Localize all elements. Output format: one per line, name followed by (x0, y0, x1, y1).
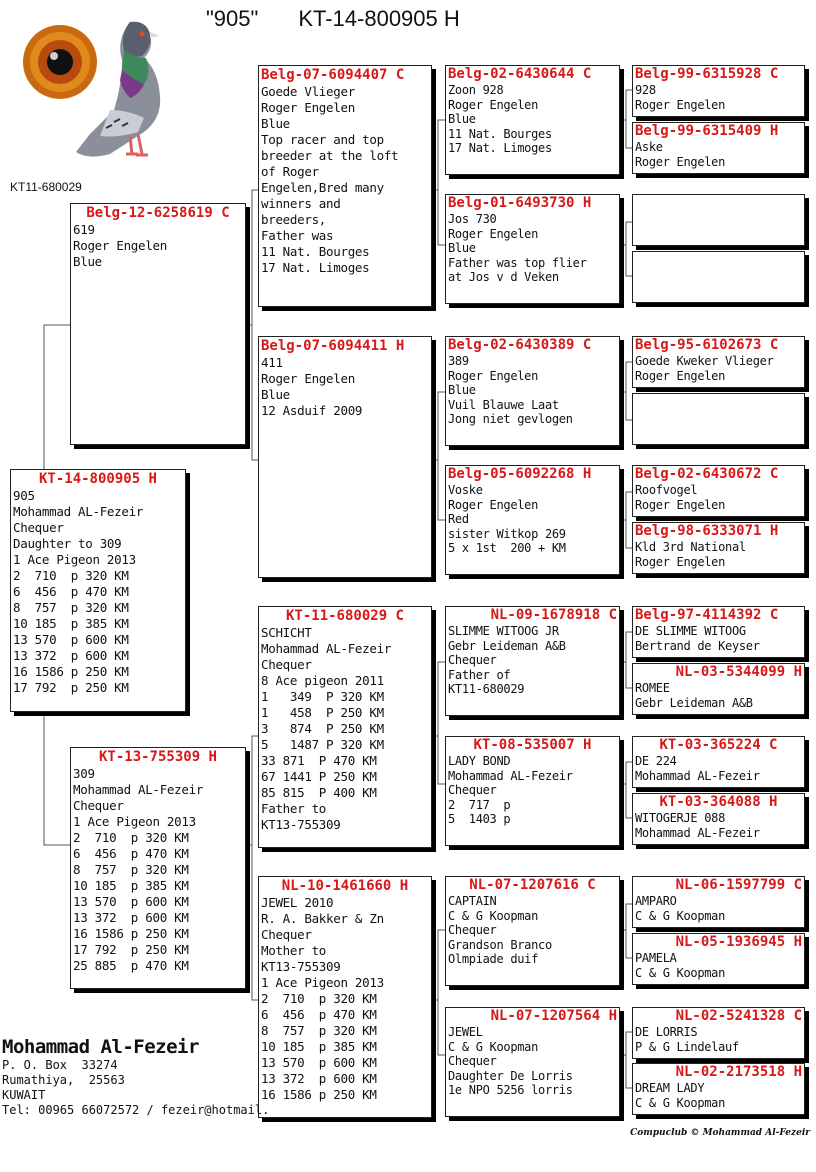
dam-dam-line: 1 Ace Pigeon 2013 (261, 975, 384, 990)
gen4-line: Roofvogel (635, 483, 698, 497)
gen4-line: DE SLIMME WITOOG (635, 624, 746, 638)
gen3-line: Zoon 928 (448, 83, 504, 97)
sire-sire-line: of Roger (261, 164, 319, 179)
gen3-ring: Belg-02-6430644 C (448, 66, 592, 82)
gen3-line: Olmpiade duif (448, 952, 539, 966)
dam-line: 17 792 p 250 KM (73, 942, 189, 957)
gen4-ring: NL-03-5344099 H (675, 664, 802, 680)
subject-pigeon-card[interactable] (10, 469, 186, 712)
dam-line: 10 185 p 385 KM (73, 878, 189, 893)
gen3-line: 11 Nat. Bourges (448, 126, 552, 141)
dam-dam-line: 10 185 p 385 KM (261, 1039, 377, 1054)
sire-line: Blue (73, 254, 102, 269)
sire-ring: Belg-12-6258619 C (86, 205, 230, 221)
gen4-ring: NL-05-1936945 H (675, 934, 802, 950)
footer-credit: Compuclub © Mohammad Al-Fezeir (630, 1128, 810, 1138)
gen3-ring: NL-07-1207616 C (469, 877, 596, 893)
subject-line: Chequer (13, 520, 64, 535)
owner-name: Mohammad Al-Fezeir (2, 1036, 199, 1058)
gen4-ring: Belg-98-6333071 H (635, 523, 779, 539)
subject-line: 6 456 p 470 KM (13, 584, 129, 599)
page-title (206, 6, 460, 32)
gen4-ring: NL-02-2173518 H (675, 1064, 802, 1080)
gen4-line: DE 224 (635, 754, 677, 768)
dam-sire-line: 1 458 P 250 KM (261, 705, 384, 720)
dam-line: 1 Ace Pigeon 2013 (73, 814, 196, 829)
dam-line: 2 710 p 320 KM (73, 830, 189, 845)
sire-sire-line: breeders, (261, 212, 327, 227)
gen3-line: Roger Engelen (448, 368, 539, 383)
gen4-ring: Belg-02-6430672 C (635, 466, 779, 482)
dam-sire-line: Chequer (261, 657, 312, 672)
dam-dam-line: 13 372 p 600 KM (261, 1071, 377, 1086)
sire-sire-line: Roger Engelen (261, 100, 355, 115)
gen4-line: Roger Engelen (635, 97, 726, 112)
logo-pigeon-eye-icon (18, 14, 168, 164)
gen4-card-empty[interactable] (632, 251, 805, 303)
dam-line: 13 372 p 600 KM (73, 910, 189, 925)
dam-sire-card[interactable] (258, 606, 432, 848)
gen4-card[interactable] (632, 522, 805, 574)
owner-address-line: P. O. Box 33274 (2, 1058, 118, 1072)
sire-line: Roger Engelen (73, 238, 167, 253)
gen3-line: 5 1403 p (448, 812, 511, 826)
gen3-line: Voske (448, 483, 483, 497)
dam-line: 13 570 p 600 KM (73, 894, 189, 909)
dam-dam-line: 13 570 p 600 KM (261, 1055, 377, 1070)
dam-line: 16 1586 p 250 KM (73, 926, 189, 941)
gen4-card-empty[interactable] (632, 194, 805, 246)
dam-dam-line: Chequer (261, 927, 312, 942)
gen3-line: SLIMME WITOOG JR (448, 624, 559, 638)
gen3-line: Blue (448, 112, 476, 126)
sire-sire-line: 17 Nat. Limoges (261, 260, 370, 275)
sire-sire-line: breeder at the loft (261, 148, 399, 163)
gen3-line: Grandson Branco (448, 937, 552, 952)
subject-line: 16 1586 p 250 KM (13, 664, 129, 679)
sire-sire-line: Goede Vlieger (261, 84, 355, 99)
gen4-card[interactable] (632, 606, 805, 658)
subject-line: 13 372 p 600 KM (13, 648, 129, 663)
gen4-ring: Belg-95-6102673 C (635, 337, 779, 353)
pigeon-name: "905" (206, 6, 259, 31)
gen4-line: P & G Lindelauf (635, 1039, 739, 1054)
gen3-line: Red (448, 512, 469, 526)
subject-ring: KT-14-800905 H (38, 471, 157, 487)
gen4-line: Aske (635, 140, 663, 154)
dam-dam-card[interactable] (258, 876, 432, 1118)
gen4-line: Goede Kweker Vlieger (635, 354, 774, 368)
gen3-line: Chequer (448, 923, 497, 937)
sire-dam-line: Roger Engelen (261, 371, 355, 386)
gen4-line: Roger Engelen (635, 154, 726, 169)
gen4-card[interactable] (632, 65, 805, 117)
gen4-line: Roger Engelen (635, 368, 726, 383)
gen3-card[interactable] (445, 876, 620, 986)
gen4-ring: KT-03-364088 H (659, 794, 778, 810)
gen3-line: Roger Engelen (448, 497, 539, 512)
gen3-line: Vuil Blauwe Laat (448, 397, 559, 412)
dam-line: Chequer (73, 798, 124, 813)
dam-line: 6 456 p 470 KM (73, 846, 189, 861)
gen3-ring: Belg-05-6092268 H (448, 466, 592, 482)
sire-sire-ring: Belg-07-6094407 C (261, 67, 405, 83)
gen3-line: Blue (448, 383, 476, 397)
subject-line: 13 570 p 600 KM (13, 632, 129, 647)
gen3-line: CAPTAIN (448, 894, 497, 908)
subject-line: 10 185 p 385 KM (13, 616, 129, 631)
gen4-card[interactable] (632, 736, 805, 788)
gen3-card[interactable] (445, 336, 620, 446)
gen3-card[interactable] (445, 606, 620, 716)
gen3-line: KT11-680029 (448, 682, 525, 696)
gen4-card[interactable] (632, 1063, 805, 1115)
gen4-line: PAMELA (635, 951, 677, 965)
dam-dam-line: Mother to (261, 943, 327, 958)
gen4-ring: Belg-99-6315409 H (635, 123, 779, 139)
subject-line: 8 757 p 320 KM (13, 600, 129, 615)
gen3-line: 2 717 p (448, 797, 511, 812)
dam-line: 309 (73, 766, 95, 781)
dam-line: Mohammad AL-Fezeir (73, 782, 204, 797)
dam-dam-line: JEWEL 2010 (261, 895, 334, 910)
gen3-line: Blue (448, 241, 476, 255)
subject-line: 905 (13, 488, 35, 503)
sire-dam-line: 12 Asduif 2009 (261, 403, 363, 418)
sire-sire-line: Father was (261, 228, 334, 243)
owner-contact-line: Tel: 00965 66072572 / fezeir@hotmail. (2, 1103, 270, 1117)
gen3-line: Daughter De Lorris (448, 1068, 573, 1083)
sire-dam-line: 411 (261, 355, 283, 370)
gen4-ring: NL-06-1597799 C (675, 877, 802, 893)
owner-address-line: Rumathiya, 25563 (2, 1073, 125, 1087)
sire-dam-line: Blue (261, 387, 290, 402)
gen3-line: 5 x 1st 200 + KM (448, 541, 566, 555)
gen4-card-empty[interactable] (632, 393, 805, 445)
gen3-line: JEWEL (448, 1025, 483, 1039)
gen4-line: Roger Engelen (635, 554, 726, 569)
gen3-ring: Belg-02-6430389 C (448, 337, 592, 353)
subject-line: Mohammad AL-Fezeir (13, 504, 144, 519)
sire-sire-line: 11 Nat. Bourges (261, 244, 370, 259)
gen3-card[interactable] (445, 194, 620, 304)
gen3-line: 17 Nat. Limoges (448, 141, 552, 155)
gen3-line: Roger Engelen (448, 226, 539, 241)
dam-sire-line: 3 874 P 250 KM (261, 721, 384, 736)
gen3-line: Chequer (448, 1054, 497, 1068)
dam-sire-line: 33 871 P 470 KM (261, 753, 377, 768)
dam-sire-line: 67 1441 P 250 KM (261, 769, 377, 784)
dam-sire-ring: KT-11-680029 C (285, 608, 404, 624)
sire-line: 619 (73, 222, 95, 237)
subject-line: 2 710 p 320 KM (13, 568, 129, 583)
gen3-line: Gebr Leideman A&B (448, 638, 566, 653)
gen4-card[interactable] (632, 336, 805, 388)
gen4-ring: KT-03-365224 C (659, 737, 778, 753)
sire-sire-line: Engelen,Bred many (261, 180, 384, 195)
gen3-ring: NL-09-1678918 C (490, 607, 617, 623)
gen4-line: WITOGERJE 088 (635, 811, 726, 825)
dam-card[interactable] (70, 747, 246, 989)
gen4-line: ROMEE (635, 681, 670, 695)
gen3-line: 1e NPO 5256 lorris (448, 1083, 573, 1097)
gen3-line: Father of (448, 667, 511, 682)
gen3-line: C & G Koopman (448, 908, 539, 923)
gen4-line: 928 (635, 83, 656, 97)
pigeon-ring: KT-14-800905 H (298, 6, 460, 31)
gen3-line: C & G Koopman (448, 1039, 539, 1054)
gen3-line: Jong niet gevlogen (448, 412, 573, 426)
gen4-ring: NL-02-5241328 C (675, 1008, 802, 1024)
gen4-line: Kld 3rd National (635, 540, 746, 554)
gen4-line: C & G Koopman (635, 1095, 726, 1110)
gen4-card[interactable] (632, 122, 805, 174)
gen4-line: Roger Engelen (635, 497, 726, 512)
dam-dam-line: 6 456 p 470 KM (261, 1007, 377, 1022)
gen3-line: Chequer (448, 783, 497, 797)
gen3-line: 389 (448, 354, 469, 368)
dam-sire-line: KT13-755309 (261, 817, 341, 832)
gen3-card[interactable] (445, 465, 620, 575)
dam-sire-line: 85 815 P 400 KM (261, 785, 377, 800)
sire-sire-line: Top racer and top (261, 132, 384, 147)
dam-line: 25 885 p 470 KM (73, 958, 189, 973)
gen4-ring: Belg-97-4114392 C (635, 607, 779, 623)
gen4-line: DREAM LADY (635, 1081, 705, 1095)
dam-sire-line: Father to (261, 801, 327, 816)
gen3-line: Father was top flier (448, 255, 587, 270)
dam-sire-line: SCHICHT (261, 625, 312, 640)
gen3-ring: KT-08-535007 H (473, 737, 592, 753)
sire-dam-ring: Belg-07-6094411 H (261, 338, 405, 354)
gen4-line: AMPARO (635, 894, 677, 908)
owner-contact (2, 1036, 269, 1118)
dam-dam-line: 2 710 p 320 KM (261, 991, 377, 1006)
gen4-line: Mohammad AL-Fezeir (635, 768, 760, 783)
logo-caption: KT11-680029 (10, 180, 82, 194)
gen3-line: Chequer (448, 653, 497, 667)
subject-line: 17 792 p 250 KM (13, 680, 129, 695)
gen4-card[interactable] (632, 933, 805, 985)
dam-sire-line: 5 1487 P 320 KM (261, 737, 384, 752)
dam-sire-line: 1 349 P 320 KM (261, 689, 384, 704)
sire-sire-card[interactable] (258, 65, 432, 307)
gen4-line: Bertrand de Keyser (635, 638, 760, 653)
subject-line: Daughter to 309 (13, 536, 122, 551)
gen3-line: at Jos v d Veken (448, 270, 559, 284)
gen3-line: Jos 730 (448, 212, 497, 226)
gen3-line: Mohammad AL-Fezeir (448, 768, 573, 783)
sire-card[interactable] (70, 203, 246, 445)
dam-ring: KT-13-755309 H (98, 749, 217, 765)
subject-line: 1 Ace Pigeon 2013 (13, 552, 136, 567)
gen4-card[interactable] (632, 465, 805, 517)
dam-dam-ring: NL-10-1461660 H (281, 878, 409, 894)
sire-sire-line: winners and (261, 196, 341, 211)
gen4-line: Mohammad AL-Fezeir (635, 825, 760, 840)
dam-dam-line: 16 1586 p 250 KM (261, 1087, 377, 1102)
gen3-ring: Belg-01-6493730 H (448, 195, 592, 211)
dam-dam-line: R. A. Bakker & Zn (261, 911, 384, 926)
gen4-line: C & G Koopman (635, 965, 726, 980)
gen3-line: sister Witkop 269 (448, 526, 566, 541)
gen4-card[interactable] (632, 1007, 805, 1059)
gen4-ring: Belg-99-6315928 C (635, 66, 779, 82)
sire-dam-card[interactable] (258, 336, 432, 578)
owner-address-line: KUWAIT (2, 1088, 46, 1102)
dam-dam-line: 8 757 p 320 KM (261, 1023, 377, 1038)
gen3-card[interactable] (445, 65, 620, 175)
gen4-card[interactable] (632, 663, 805, 715)
gen3-line: LADY BOND (448, 754, 511, 768)
dam-sire-line: 8 Ace pigeon 2011 (261, 673, 384, 688)
gen4-card[interactable] (632, 793, 805, 845)
gen3-card[interactable] (445, 736, 620, 846)
dam-line: 8 757 p 320 KM (73, 862, 189, 877)
gen4-card[interactable] (632, 876, 805, 928)
gen4-line: Gebr Leideman A&B (635, 695, 753, 710)
dam-dam-line: KT13-755309 (261, 959, 341, 974)
gen3-card[interactable] (445, 1007, 620, 1117)
gen4-line: DE LORRIS (635, 1025, 698, 1039)
gen3-ring: NL-07-1207564 H (490, 1008, 617, 1024)
sire-sire-line: Blue (261, 116, 290, 131)
gen4-line: C & G Koopman (635, 908, 726, 923)
dam-sire-line: Mohammad AL-Fezeir (261, 641, 392, 656)
gen3-line: Roger Engelen (448, 97, 539, 112)
